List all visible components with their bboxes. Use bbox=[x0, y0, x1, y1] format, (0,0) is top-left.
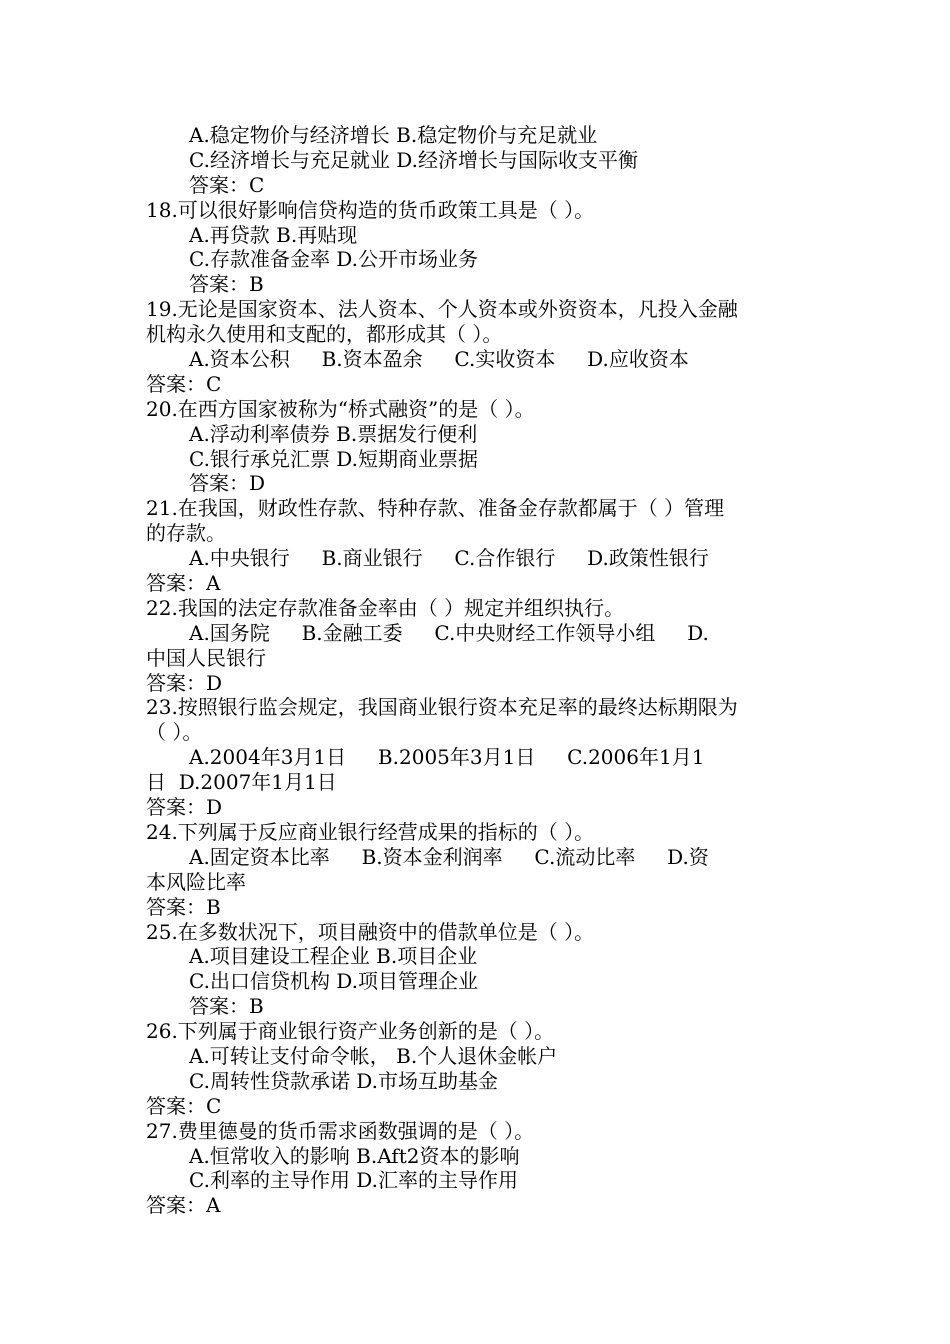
option-line: A.可转让支付命令帐， B.个人退休金帐户 bbox=[189, 1043, 558, 1068]
option-line: A.资本公积 B.资本盈余 C.实收资本 D.应收资本 bbox=[189, 347, 689, 372]
answer-line: 答案：B bbox=[189, 272, 264, 297]
question-line: 21.在我国，财政性存款、特种存款、准备金存款都属于（ ）管理 bbox=[146, 496, 725, 521]
answer-line: 答案：B bbox=[146, 894, 221, 919]
question-line: 24.下列属于反应商业银行经营成果的指标的（ ）。 bbox=[146, 819, 595, 844]
question-line: 26.下列属于商业银行资产业务创新的是（ ）。 bbox=[146, 1019, 555, 1044]
option-line: A.固定资本比率 B.资本金利润率 C.流动比率 D.资 bbox=[189, 844, 709, 869]
answer-line: 答案：B bbox=[189, 994, 264, 1019]
answer-line: 答案：D bbox=[189, 471, 266, 496]
question-line: 27.费里德曼的货币需求函数强调的是（ ）。 bbox=[146, 1118, 535, 1143]
option-line: A.项目建设工程企业 B.项目企业 bbox=[189, 944, 478, 969]
question-line: 18.可以很好影响信贷构造的货币政策工具是（ ）。 bbox=[146, 197, 595, 222]
text-line: 中国人民银行 bbox=[146, 645, 266, 670]
answer-line: 答案：D bbox=[146, 670, 223, 695]
option-line: A.国务院 B.金融工委 C.中央财经工作领导小组 D. bbox=[189, 620, 709, 645]
question-line: 22.我国的法定存款准备金率由（ ）规定并组织执行。 bbox=[146, 595, 625, 620]
question-line: 20.在西方国家被称为“桥式融资”的是（ ）。 bbox=[146, 396, 535, 421]
answer-line: 答案：C bbox=[146, 371, 222, 396]
option-line: A.稳定物价与经济增长 B.稳定物价与充足就业 bbox=[189, 123, 598, 147]
option-line: A.浮动利率债券 B.票据发行便利 bbox=[189, 421, 478, 446]
document-body bbox=[146, 123, 810, 1218]
answer-line: 答案：A bbox=[146, 571, 221, 596]
option-line: C.存款准备金率 D.公开市场业务 bbox=[189, 247, 478, 272]
option-line: C.出口信贷机构 D.项目管理企业 bbox=[189, 969, 478, 994]
option-line: A.中央银行 B.商业银行 C.合作银行 D.政策性银行 bbox=[189, 546, 709, 571]
question-line: 25.在多数状况下，项目融资中的借款单位是（ ）。 bbox=[146, 919, 595, 944]
answer-line: 答案：C bbox=[189, 172, 265, 197]
option-line: A.再贷款 B.再贴现 bbox=[189, 222, 358, 247]
text-line: 的存款。 bbox=[146, 521, 226, 546]
question-line: 19.无论是国家资本、法人资本、个人资本或外资资本，凡投入金融 bbox=[146, 297, 738, 322]
option-line: C.银行承兑汇票 D.短期商业票据 bbox=[189, 446, 478, 471]
text-line: 本风险比率 bbox=[146, 869, 246, 894]
text-line: 机构永久使用和支配的，都形成其（ ）。 bbox=[146, 322, 503, 347]
option-line: A.2004年3月1日 B.2005年3月1日 C.2006年1月1 bbox=[189, 745, 705, 770]
question-line: 23.按照银行监会规定，我国商业银行资本充足率的最终达标期限为 bbox=[146, 695, 738, 720]
option-line: C.周转性贷款承诺 D.市场互助基金 bbox=[189, 1068, 498, 1093]
answer-line: 答案：A bbox=[146, 1193, 221, 1218]
option-line: C.利率的主导作用 D.汇率的主导作用 bbox=[189, 1168, 518, 1193]
text-line: 日 D.2007年1月1日 bbox=[146, 770, 337, 795]
option-line: A.恒常收入的影响 B.Aft2资本的影响 bbox=[189, 1143, 520, 1168]
answer-line: 答案：C bbox=[146, 1093, 222, 1118]
answer-line: 答案：D bbox=[146, 795, 223, 820]
text-line: （ ）。 bbox=[146, 720, 203, 745]
option-line: C.经济增长与充足就业 D.经济增长与国际收支平衡 bbox=[189, 147, 638, 172]
